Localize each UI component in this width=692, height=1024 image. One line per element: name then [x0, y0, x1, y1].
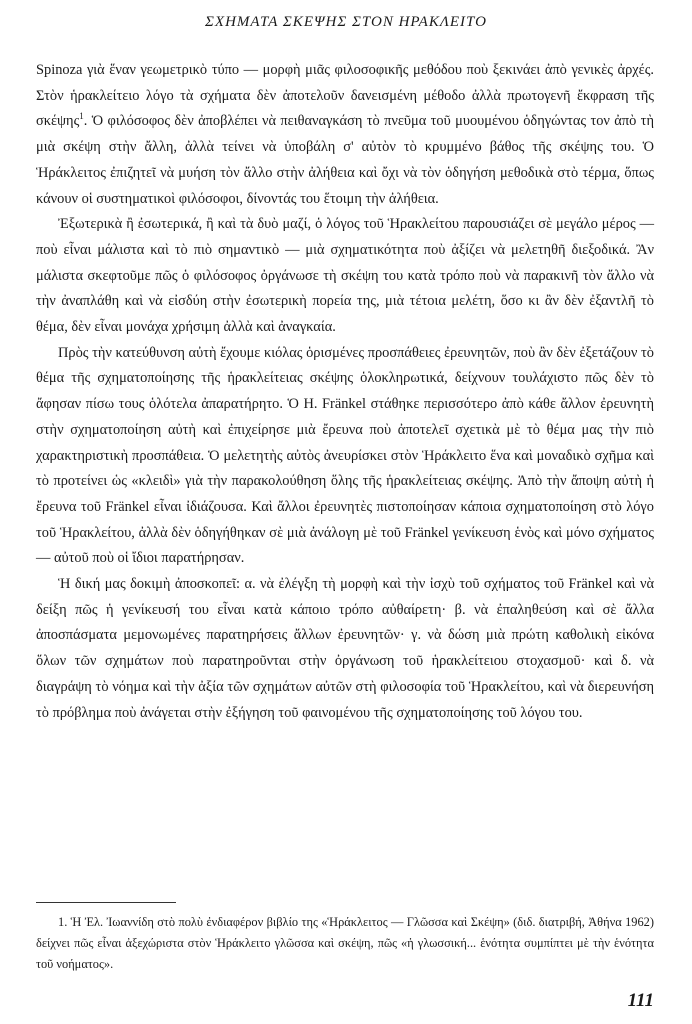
- paragraph-2: Ἐξωτερικὰ ἢ ἐσωτερικά, ἢ καὶ τὰ δυὸ μαζί, ὁ λόγος τοῦ Ἡρακλείτου παρουσιάζει σὲ μεγάλο μέρος — ποὺ εἶναι μάλιστα καὶ τὸ πιὸ σημαντικὸ — μιὰ σχηματικότητα ποὺ ἀξίζει νὰ μελετηθῆ διεξοδικά. Ἂν μάλιστα σκεφτοῦμε πῶς ὁ φιλόσοφος ὀργάνωσε τὴ σκέψη του κατὰ τρόπο ποὺ νὰ παρακινῆ τὸν ἄλλο νὰ τὴν ἀναπλάθη καὶ νὰ εἰσδύη στὴν ἐσωτερικὴ πορεία της, μιὰ τέτοια μελέτη, ὅσο κι ἂν δὲν ἐξαντλῆ τὸ θέμα, δὲν εἶναι μονάχα χρήσιμη ἀλλὰ καὶ ἀναγκαία.: [36, 216, 654, 336]
- footnote-marker[interactable]: 1: [79, 111, 84, 122]
- footnote: 1. Ἡ Ἐλ. Ἰωαννίδη στὸ πολὺ ἐνδιαφέρον βιβλίο της «Ἡράκλειτος — Γλῶσσα καὶ Σκέψη» (διδ. διατριβή, Ἀθήνα 1962) δείχνει πῶς εἶναι ἀξεχώριστα στὸν Ἡράκλειτο γλῶσσα καὶ σκέψη, πῶς «ἡ γλωσσική... ἑνότητα συμπίπτει μὲ τὴν ἑνότητα τοῦ νοήματος».: [36, 915, 654, 971]
- page-number: 111: [627, 990, 654, 1011]
- running-head: ΣΧΗΜΑΤΑ ΣΚΕΨΗΣ ΣΤΟΝ ΗΡΑΚΛΕΙΤΟ: [205, 14, 487, 30]
- paragraph-3: Πρὸς τὴν κατεύθυνση αὐτὴ ἔχουμε κιόλας ὁρισμένες προσπάθειες ἐρευνητῶν, ποὺ ἂν δὲν ἐξετάζουν τὸ θέμα τῆς σχηματοποίησης τῆς ἡρακλείτειας σκέψης ὁλοκληρωτικά, δείχνουν τουλάχιστο πῶς δὲν τὸ ἄφησαν πίσω τους ὁλότελα ἀπαρατήρητο. Ὁ H. Fränkel στάθηκε περισσότερο ἀπὸ κάθε ἄλλον ἐρευνητὴ στὴν σχηματοποίηση αὐτὴ καὶ ἐπιχείρησε μιὰ ἔρευνα ποὺ ἀποτελεῖ σχετικὰ μὲ τὸ θέμα μας τὴν πιὸ χαρακτηριστικὴ προσπάθεια. Ὁ μελετητὴς αὐτὸς ἀνευρίσκει στὸν Ἡράκλειτο ἕνα καὶ μοναδικὸ σχῆμα καὶ τὸ προτείνει ὡς «κλειδὶ» γιὰ τὴν παρακολούθηση ὅλης τῆς ἡρακλείτειας σκέψης. Ἀπὸ τὴν ἄποψη αὐτὴ ἡ ἔρευνα τοῦ Fränkel εἶναι ἰδιάζουσα. Καὶ ἄλλοι ἐρευνητὲς πιστοποίησαν κάποια σχηματοποίηση στὸ λόγο τοῦ Ἡρακλείτου, ἀλλὰ δὲν ὁδηγήθηκαν σὲ μιὰ ἀνάλογη μὲ τοῦ Fränkel γενίκευση ἑνὸς καὶ μόνο σχήματος — αὐτοῦ ποὺ οἱ ἴδιοι παρατήρησαν.: [36, 344, 654, 567]
- footnote-divider: [36, 902, 176, 903]
- paragraph-4: Ἡ δική μας δοκιμὴ ἀποσκοπεῖ: α. νὰ ἐλέγξη τὴ μορφὴ καὶ τὴν ἰσχὺ τοῦ σχήματος τοῦ Fränkel καὶ νὰ δείξη πῶς ἡ γενίκευσή του εἶναι κατὰ κάποιο τρόπο αὐθαίρετη· β. νὰ ἐπαληθεύση καὶ σὲ ἄλλα ἀποσπάσματα μεμονωμένες παρατηρήσεις ἄλλων ἐρευνητῶν· γ. νὰ δώση μιὰ πρώτη καθολικὴ εἰκόνα ὅλων τῶν σχημάτων ποὺ παρατηροῦνται στὴν ὀργάνωση τοῦ ἡρακλείτειου στοχασμοῦ· καὶ δ. νὰ διαγράψη τὸ νόημα καὶ τὴν ἀξία τῶν σχημάτων αὐτῶν στὴ φιλοσοφία τοῦ Ἡρακλείτου, καὶ νὰ διερευνήση τὸ πρόβλημα ποὺ ἀνάγεται στὴν ἐξήγηση τοῦ φαινομένου τῆς σχηματοποίησης τοῦ λόγου του.: [36, 576, 654, 721]
- paragraph-1: [36, 58, 654, 212]
- paragraph-1-part-b: . Ὁ φιλόσοφος δὲν ἀποβλέπει νὰ πειθαναγκάση τὸ πνεῦμα τοῦ μυουμένου ὁδηγώντας τον ἀπὸ τὴ μιὰ σκέψη στὴν ἄλλη, ἀλλὰ τείνει νὰ ὑποβάλη σ' αὐτὸν τὸ κρυμμένο βάθος τῆς σκέψης του. Ὁ Ἡράκλειτος ἐπιζητεῖ νὰ μυήση τὸν ἄλλο στὴν ἀλήθεια καὶ ὄχι νὰ τὸν ὁδηγήση μεθοδικὰ στὸ τέρμα, ὅπως κάνουν οἱ συστηματικοὶ φιλόσοφοι, δίνοντάς του ἕτοιμη τὴν ἀλήθεια.: [36, 113, 654, 207]
- body-text: [36, 58, 654, 726]
- paragraph-1-part-a: Spinoza γιὰ ἕναν γεωμετρικὸ τύπο — μορφὴ μιᾶς φιλοσοφικῆς μεθόδου ποὺ ξεκινάει ἀπὸ γενικὲς ἀρχές. Στὸν ἡρακλείτειο λόγο τὰ σχήματα δὲν ἀποτελοῦν δανεισμένη μέθοδο ἀλλὰ πρωτογενῆ ἔκφραση τῆς σκέψης: [36, 62, 654, 130]
